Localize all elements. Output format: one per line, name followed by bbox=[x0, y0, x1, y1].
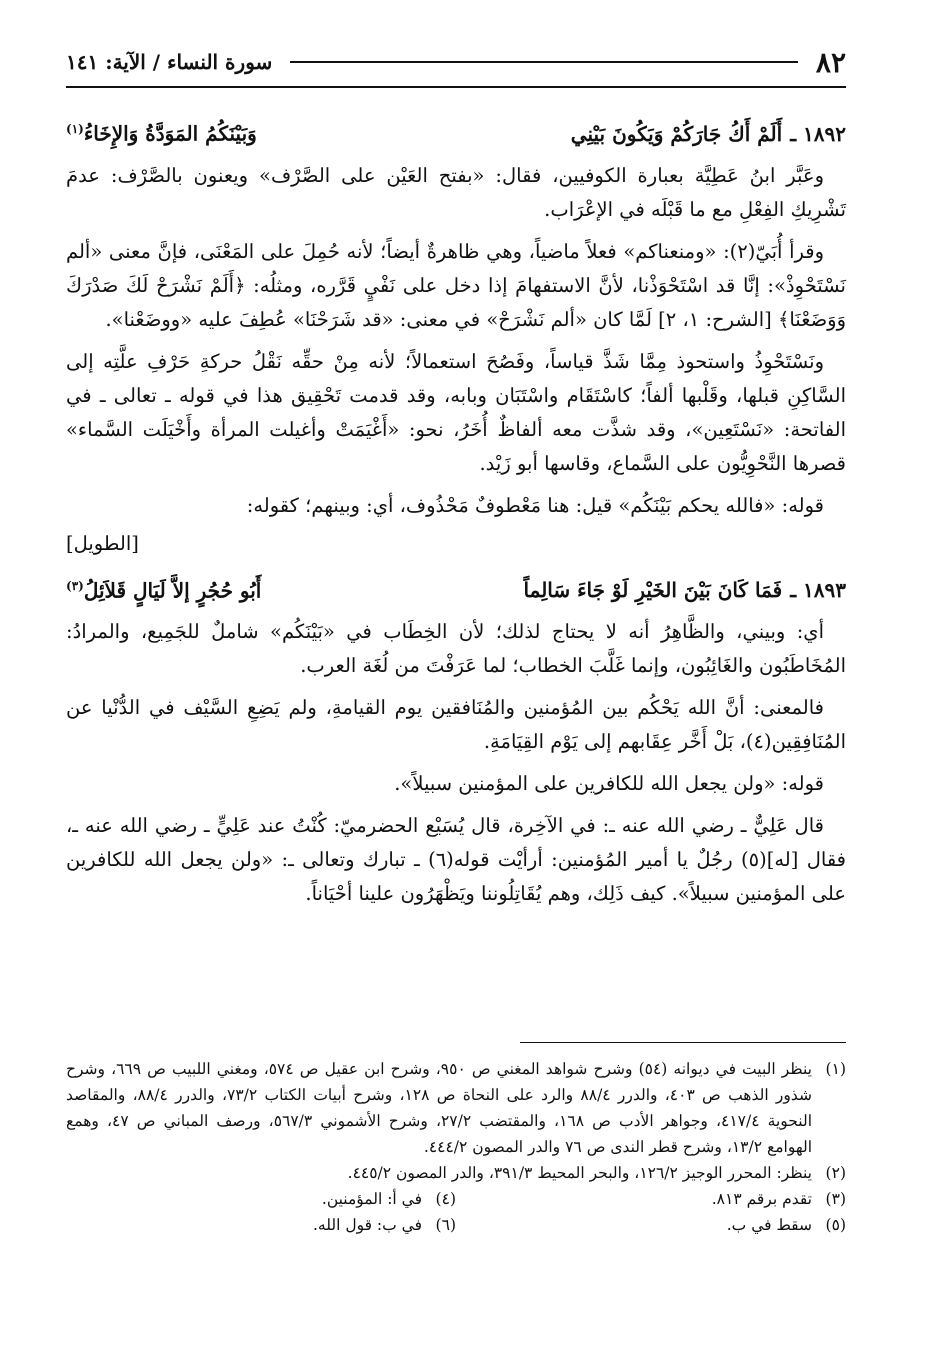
verse-hemistich-1: أَلَمْ أَكُ جَارَكُمْ وَيَكُونَ بَيْنِي bbox=[570, 121, 783, 146]
main-text bbox=[66, 110, 846, 919]
header-rule bbox=[290, 61, 798, 63]
paragraph: أي: وبيني، والظَّاهِرُ أنه لا يحتاج لذلك؛ لأن الخِطَاب في «بَيْنَكُم» شاملٌ للجَمِيع، والمرادُ: المُخَاطَبُون والغَائِبُون، وإنما غَلَّبَ الخطاب؛ لما عَرَفْتَ من لُغَة العرب. bbox=[66, 620, 846, 678]
paragraph: ونَسْتَحْوِذُ واستحوذ مِمَّا شَذَّ قياساً، وفَصُحَ استعمالاً؛ لأنه مِنْ حقِّه نَقْلُ حركةِ حَرْفِ علَّتِه إلى السَّاكِنِ قبلها، وقَلْبها ألفاً؛ كاسْتَقَام واسْتَبَان وبابه، وقد قدمت تَحْقِيق هذا في قوله ـ تعالى ـ في الفاتحة: «نَسْتَعِين»، وقد شذَّت معه ألفاظٌ أُخَرُ، نحو: «أَغْيَمَتْ وأغيلت المرأة وأَخْيَلَت السَّماء» قصرها النَّحْوِيُّون على السَّماع، وقاسها أبو زَيْد. bbox=[66, 349, 846, 475]
footnote-text: ينظر البيت في ديوانه (٥٤) وشرح شواهد المغني ص ٩٥٠، وشرح ابن عقيل ص ٥٧٤، ومغني اللبيب ص ٦٦٩، وشرح شذور الذهب ص ٤٠٣، والدرر ٨٨/٤ والرد على النحاة ص ١٢٨، وشرح أبيات الكتاب ٧٣/٢، والدرر ٨٨/٤، والمقاصد النحوية ٤١٧/٤، وجواهر الأدب ص ١٦٨، والمقتضب ٢٧/٢، وشرح الأشموني ٥٦٧/٣، ورصف المباني ص ٤٧، وهمع الهوامع ١٣/٢، وشرح قطر الندى ص ٧٦ والدر المصون ٤٤٤/٢. bbox=[66, 1060, 813, 1156]
paragraph: قوله: «ولن يجعل الله للكافرين على المؤمنين سبيلاً». bbox=[394, 772, 824, 796]
page-number: ٨٢ bbox=[815, 45, 846, 79]
footnote-4 bbox=[66, 1186, 456, 1212]
verse-1893 bbox=[66, 567, 846, 610]
footnote-number: (٣) bbox=[825, 1190, 846, 1208]
footnote-number: (٤) bbox=[435, 1190, 456, 1208]
verse-hemistich-1: فَمَا كَانَ بَيْنَ الخَيْرِ لَوْ جَاءَ سَالِماً bbox=[523, 578, 783, 603]
footnote-1 bbox=[66, 1056, 846, 1160]
footnote-number: (١) bbox=[825, 1060, 846, 1078]
footnote-text: في ب: قول الله. bbox=[313, 1216, 422, 1234]
verse-hemistich-2-text: أَبُو حُجُرٍ إلاَّ لَيَالٍ قَلاَئِلُ bbox=[83, 578, 262, 603]
verse-hemistich-2-text: وَبَيْنَكُمُ المَوَدَّةُ وَالإِخَاءُ bbox=[83, 121, 257, 146]
footnote-text: في أ: المؤمنين. bbox=[321, 1190, 422, 1208]
page-header bbox=[66, 42, 846, 82]
verse-number: ١٨٩٢ ـ bbox=[790, 121, 846, 146]
verse-number: ١٨٩٣ ـ bbox=[790, 578, 846, 603]
paragraph: قال عَلِيٌّ ـ رضي الله عنه ـ: في الآخِرة، قال يُسَيْع الحضرميّ: كُنْتُ عند عَلِيٍّ ـ رضي الله عنه ـ، فقال [له](٥) رجُلٌ يا أمير المُؤمنين: أرأيْت قوله(٦) ـ تبارك وتعالى ـ: «ولن يجعل الله للكافرين على المؤمنين سبيلاً». كيف ذَلِك، وهم يُقَاتِلُوننا ويَظْهَرُون علينا أحْيَاناً. bbox=[66, 814, 847, 906]
verse-hemistich-2 bbox=[66, 110, 257, 153]
paragraph: وعَبَّر ابنُ عَطِيَّة بعبارة الكوفيين، فقال: «بفتح العَيْن على الصَّرْف» ويعنون بالصَّرْف: عدمَ تَشْرِيكِ الفِعْلِ مع ما قَبْلَه في الإعْرَاب. bbox=[66, 163, 846, 221]
footnote-5 bbox=[456, 1212, 846, 1238]
footnote-row bbox=[66, 1186, 846, 1212]
footnotes bbox=[66, 1056, 846, 1238]
footnote-number: (٢) bbox=[825, 1164, 846, 1182]
footnote-ref: (١) bbox=[66, 122, 84, 136]
paragraph: فالمعنى: أنَّ الله يَحْكُم بين المُؤمنين والمُنَافقين يوم القيامةِ، ولم يَضِعِ السَّيْف في الدُّنْيا عن المُنَافِقِين(٤)، بَلْ أَخَّر عِقَابهم إلى يَوْم القِيَامَةِ. bbox=[66, 696, 846, 754]
footnote-6 bbox=[66, 1212, 456, 1238]
footnote-rule bbox=[520, 1042, 846, 1043]
footnote-text: ينظر: المحرر الوجيز ١٢٦/٢، والبحر المحيط ٣٩١/٣، والدر المصون ٤٤٥/٢. bbox=[347, 1164, 812, 1182]
header-divider bbox=[66, 86, 846, 88]
footnote-text: تقدم برقم ٨١٣. bbox=[711, 1190, 812, 1208]
footnote-row bbox=[66, 1212, 846, 1238]
footnote-number: (٦) bbox=[435, 1216, 456, 1234]
meter-label: [الطويل] bbox=[66, 531, 139, 555]
footnote-number: (٥) bbox=[825, 1216, 846, 1234]
verse-hemistich-2 bbox=[66, 567, 261, 610]
footnote-2 bbox=[66, 1160, 846, 1186]
footnote-3 bbox=[456, 1186, 846, 1212]
verse-1892 bbox=[66, 110, 846, 153]
paragraph: قوله: «فالله يحكم بَيْنَكُم» قيل: هنا مَعْطوفٌ مَحْذُوف، أي: وبينهم؛ كقوله: bbox=[246, 493, 824, 517]
footnote-text: سقط في ب. bbox=[726, 1216, 812, 1234]
running-title: سورة النساء / الآية: ١٤١ bbox=[66, 50, 273, 74]
paragraph: وقرأ أُبَيّ(٢): «ومنعناكم» فعلاً ماضياً، وهي ظاهرةٌ أيضاً؛ لأنه حُمِلَ على المَعْنَى، فإنَّ معنى «ألم نَسْتَحْوِذْ»: إنَّا قد اسْتَحْوَذْنا، لأنَّ الاستفهامَ إذا دخل على نَفْيٍ قَرَّره، ومثلُه: ﴿أَلَمْ نَشْرَحْ لَكَ صَدْرَكَ وَوَضَعْنَا﴾ [الشرح: ١، ٢] لَمَّا كان «ألم نَشْرَحْ» في معنى: «قد شَرَحْنَا» عُطِفَ عليه «ووضَعْنا». bbox=[66, 239, 846, 331]
footnote-ref: (٣) bbox=[66, 578, 84, 593]
